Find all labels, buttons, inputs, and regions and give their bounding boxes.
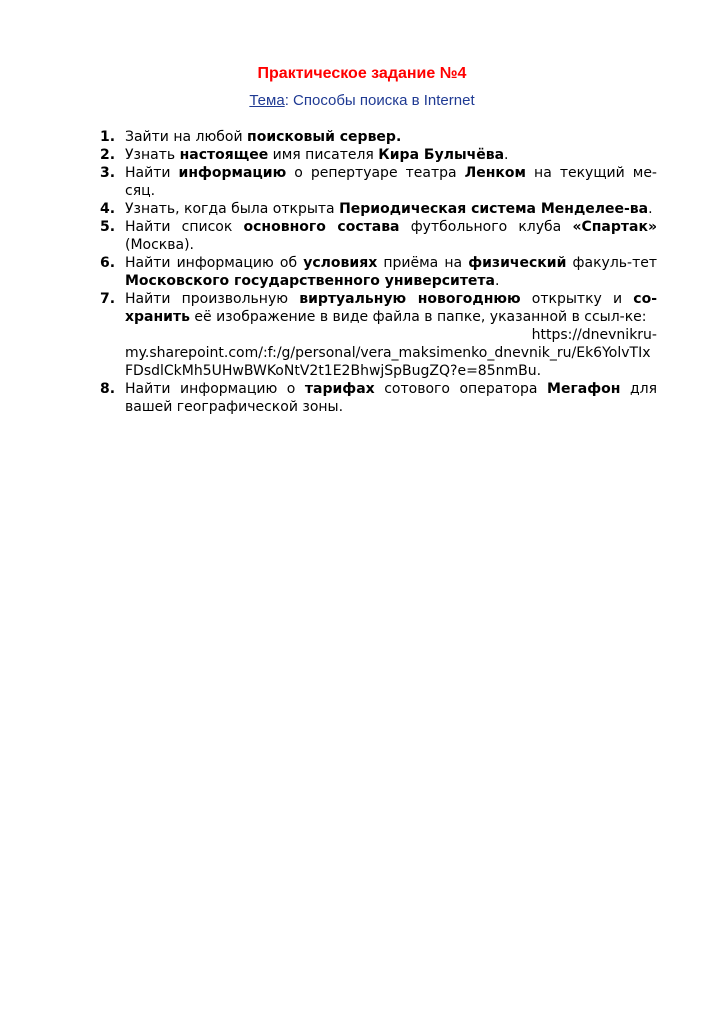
task-number: 8. <box>100 381 116 397</box>
task-keyword: основного состава <box>243 219 400 235</box>
task-item-8 <box>100 380 657 416</box>
task-keyword: условиях <box>303 255 378 271</box>
task-list <box>100 128 657 416</box>
task-text: её изображение в виде файла в папке, указанной в ссыл-ке: <box>189 309 647 325</box>
task-keyword: Ленком <box>464 165 526 181</box>
task-keyword: со-хранить <box>125 291 658 325</box>
task-keyword: физический <box>468 255 567 271</box>
task-text: . <box>504 147 509 163</box>
task-text: на текущий ме-сяц. <box>125 165 657 199</box>
task-text: . <box>648 201 653 217</box>
task-item-4 <box>100 200 657 218</box>
task-text: . <box>495 273 500 289</box>
task-text: Зайти на любой <box>125 129 248 145</box>
task-number: 7. <box>100 291 116 307</box>
task-keyword: виртуальную новогоднюю <box>299 291 521 307</box>
task-keyword: поисковый сервер. <box>247 129 402 145</box>
task-keyword: тарифах <box>304 381 375 397</box>
task-text: для вашей географической зоны. <box>125 381 658 415</box>
task-item-1 <box>100 128 657 146</box>
task-number: 4. <box>100 201 116 217</box>
task-keyword: Кира Булычёва <box>378 147 505 163</box>
task-text: о репертуаре театра <box>286 165 465 181</box>
task-item-7 <box>100 290 657 380</box>
task-text: имя писателя <box>268 147 379 163</box>
task-item-5 <box>100 218 657 254</box>
page-title: Практическое задание №4 <box>257 65 467 82</box>
task-text: Найти <box>125 165 179 181</box>
task-text: Узнать <box>125 147 180 163</box>
task-keyword: Мегафон <box>547 381 621 397</box>
task-text: сотового оператора <box>374 381 548 397</box>
task-text: приёма на <box>377 255 469 271</box>
task-keyword: «Спартак» <box>572 219 658 235</box>
task-text: (Москва). <box>125 237 195 253</box>
task-text: открытку и <box>520 291 634 307</box>
link-row <box>125 326 657 344</box>
task-number: 2. <box>100 147 116 163</box>
task-number: 1. <box>100 129 116 145</box>
task-text: факуль-тет <box>566 255 657 271</box>
topic-text: Способы поиска в Internet <box>288 92 475 109</box>
task-number: 3. <box>100 165 116 181</box>
folder-link-continued[interactable]: my.sharepoint.com/:f:/g/personal/vera_maksimenko_dnevnik_ru/Ek6YolvTIxFDsdlCkMh5UHwBWKoNtV2t1E2BhwjSpBugZQ?e=85nmBu. <box>125 345 651 379</box>
page-subtitle <box>0 92 724 110</box>
task-item-6 <box>100 254 657 290</box>
task-text: Узнать, когда была открыта <box>125 201 340 217</box>
task-number: 5. <box>100 219 116 235</box>
task-number: 6. <box>100 255 116 271</box>
task-item-3 <box>100 164 657 200</box>
task-keyword: Периодическая система Менделее-ва <box>339 201 649 217</box>
topic-separator: : <box>284 92 289 109</box>
task-keyword: Московского государственного университета <box>125 273 495 289</box>
task-text: Найти информацию о <box>125 381 305 397</box>
task-keyword: настоящее <box>179 147 269 163</box>
task-text: Найти список <box>125 219 244 235</box>
task-item-2 <box>100 146 657 164</box>
topic-label: Тема <box>249 92 285 109</box>
task-text: Найти произвольную <box>125 291 300 307</box>
task-text: Найти информацию об <box>125 255 304 271</box>
task-text: футбольного клуба <box>399 219 573 235</box>
folder-link[interactable]: https://dnevnikru- <box>531 327 657 343</box>
task-keyword: информацию <box>178 165 287 181</box>
